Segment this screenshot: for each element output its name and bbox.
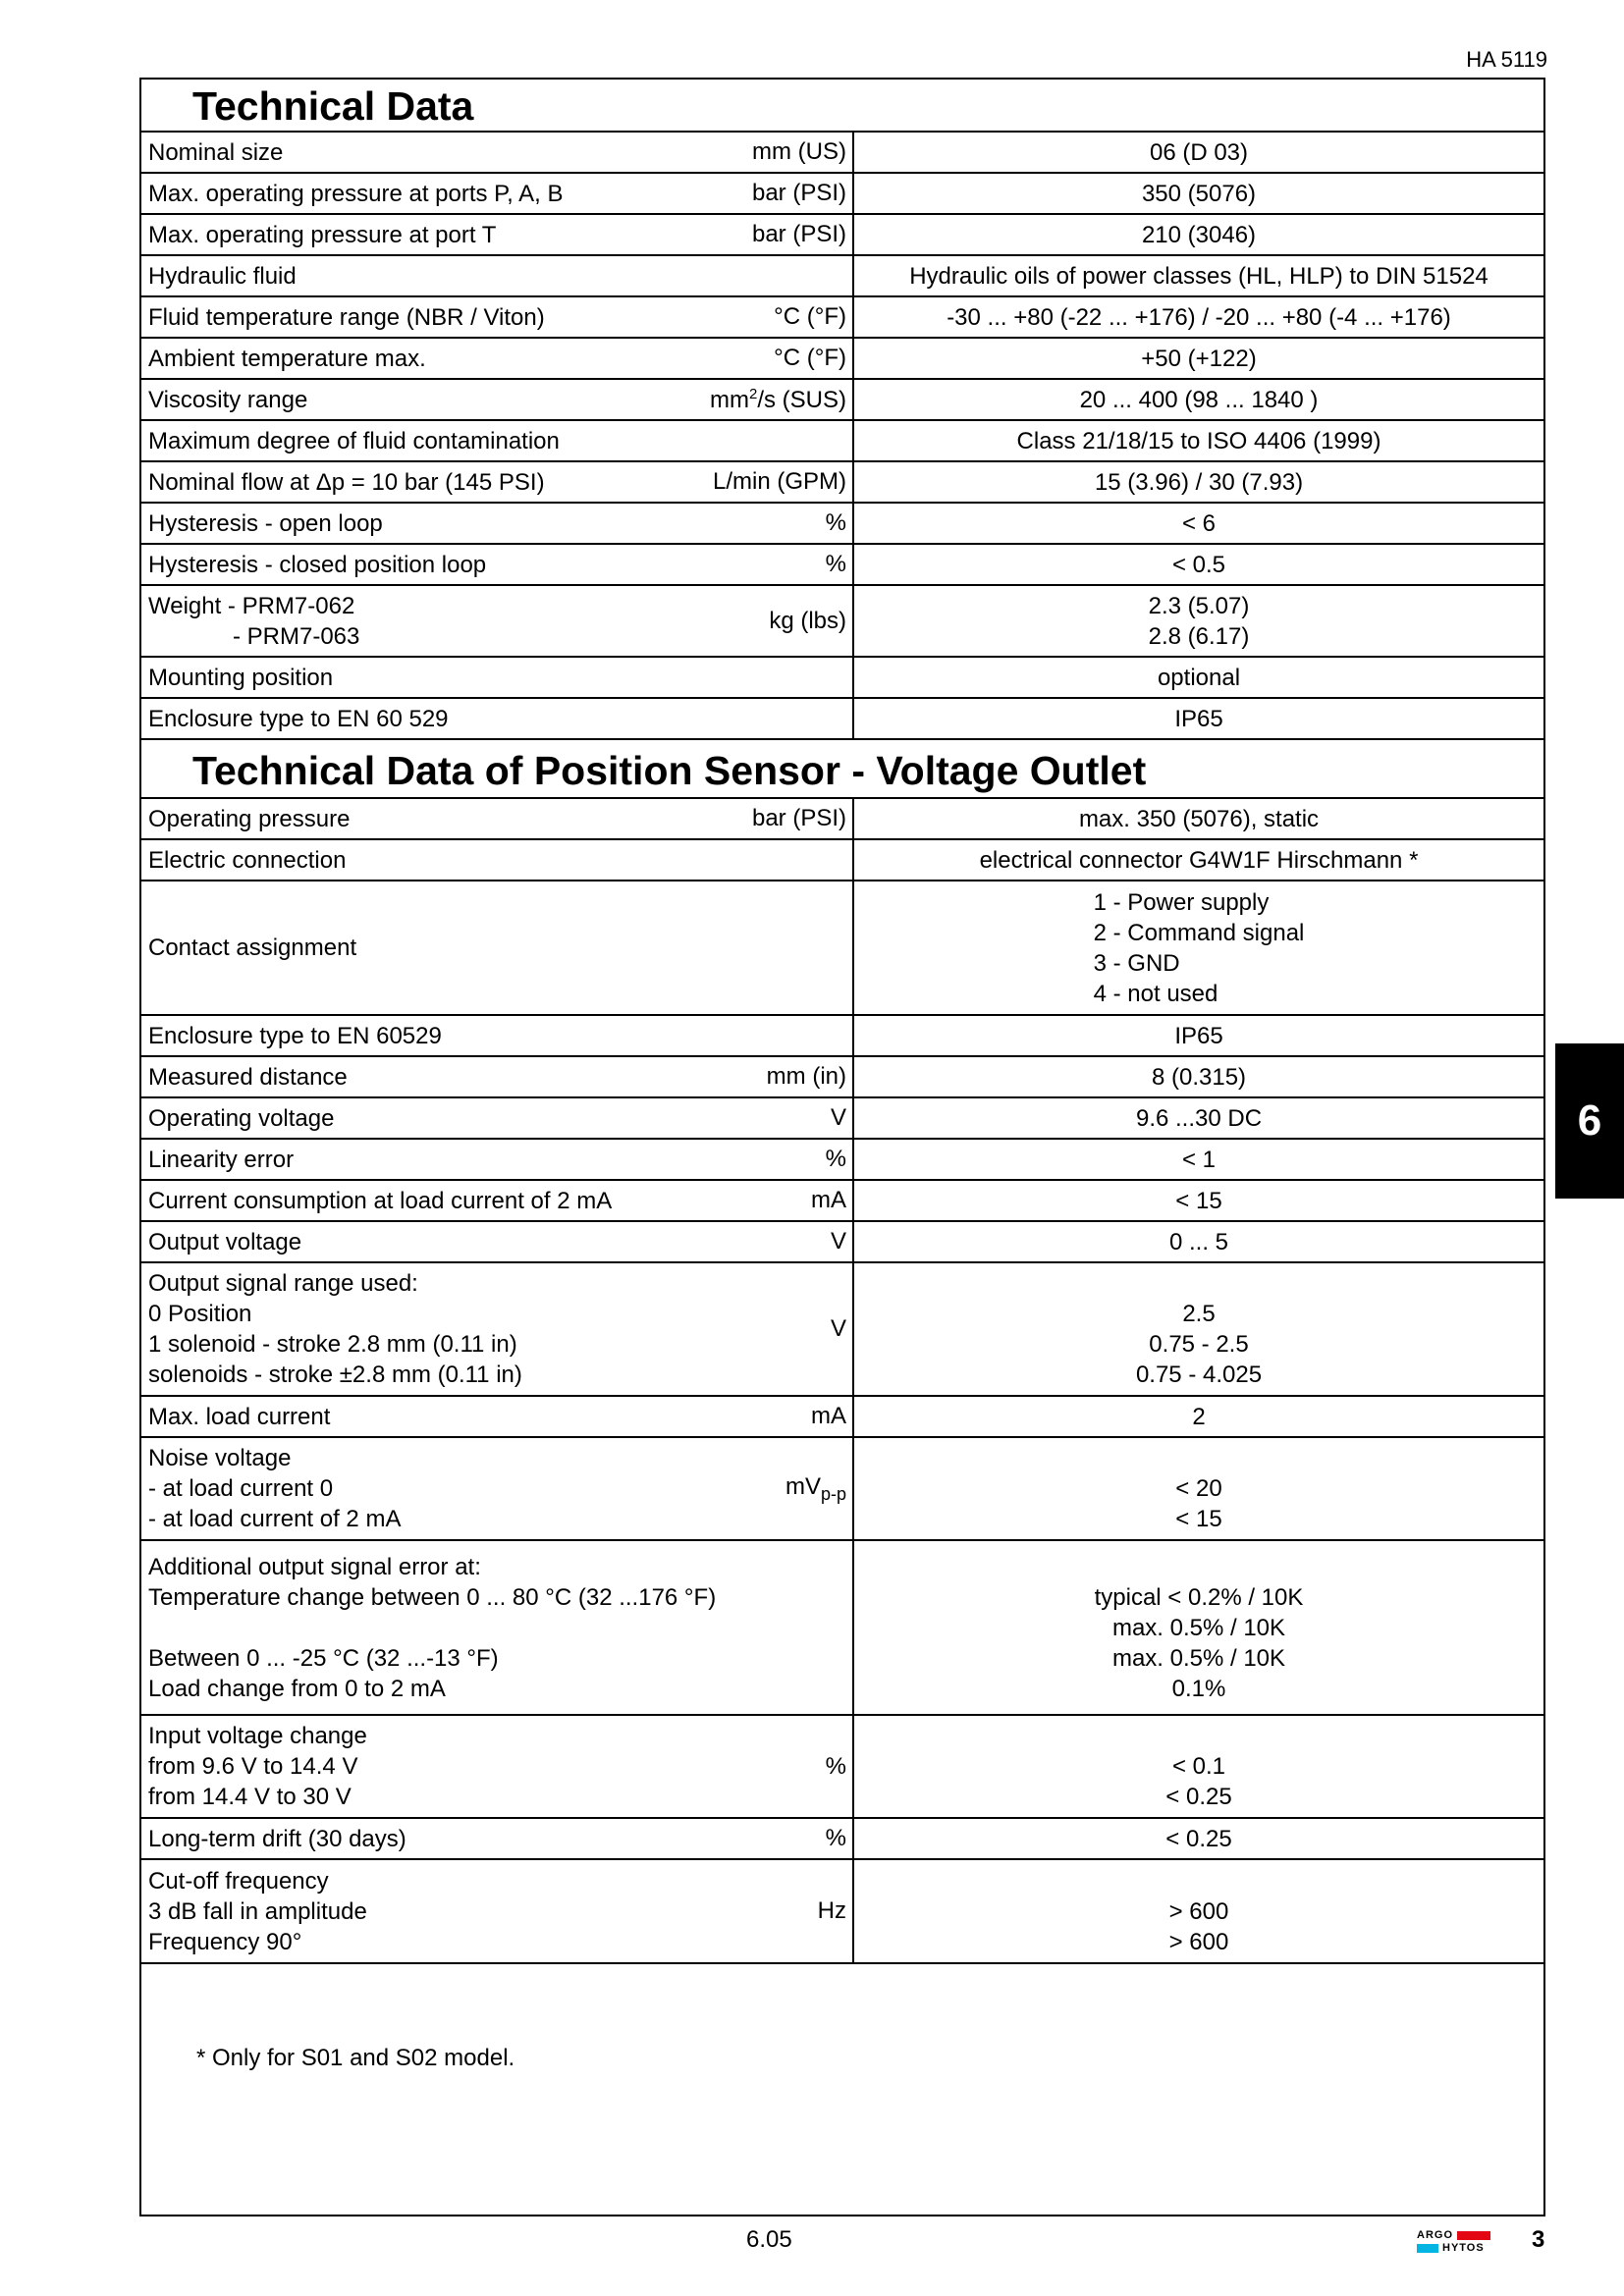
table-row xyxy=(141,256,1543,297)
row-unit: mm (US) xyxy=(752,138,846,165)
argo-hytos-logo xyxy=(1417,2229,1497,2255)
row-label: Max. operating pressure at port T xyxy=(148,221,497,248)
row-label: Weight - PRM7-062 - PRM7-063 xyxy=(148,592,360,650)
row-value: 210 (3046) xyxy=(1141,221,1257,248)
row-value: IP65 xyxy=(1174,1022,1223,1049)
row-value: 06 (D 03) xyxy=(1149,138,1249,166)
table-row xyxy=(141,1819,1543,1860)
row-label: Measured distance xyxy=(148,1063,348,1091)
row-value: 2 xyxy=(1192,1403,1206,1430)
row-label: Linearity error xyxy=(148,1146,295,1173)
table-row xyxy=(141,1263,1543,1397)
row-label: Hysteresis - open loop xyxy=(148,509,383,537)
chapter-tab-marker: 6 xyxy=(1555,1043,1624,1199)
table-row xyxy=(141,380,1543,421)
row-value: 2.3 (5.07) 2.8 (6.17) xyxy=(1148,592,1250,650)
row-unit: % xyxy=(825,1825,846,1851)
row-label: Operating voltage xyxy=(148,1104,335,1132)
row-label: Cut-off frequency 3 dB fall in amplitude Frequency 90° xyxy=(148,1867,367,1955)
row-value: IP65 xyxy=(1174,705,1223,732)
page-date: 6.05 xyxy=(746,2226,792,2253)
row-value: < 0.1 < 0.25 xyxy=(1165,1753,1232,1810)
row-label: Electric connection xyxy=(148,846,347,874)
row-label: Enclosure type to EN 60529 xyxy=(148,1022,442,1049)
row-label: Additional output signal error at: Temperature change between 0 ... 80 °C (32 ...176 °F) Between 0 ... -25 °C (32 ...-13 °F) Load change from 0 to 2 mA xyxy=(148,1553,717,1702)
row-unit: $mm^2/s$ (SUS) xyxy=(710,385,846,413)
row-unit: bar (PSI) xyxy=(751,805,846,831)
table-row xyxy=(141,799,1543,840)
row-value: < 1 xyxy=(1181,1146,1217,1173)
row-label: Contact assignment xyxy=(148,934,357,961)
row-label: Maximum degree of fluid contamination xyxy=(148,427,560,454)
row-unit: bar (PSI) xyxy=(751,180,846,206)
row-value: > 600 > 600 xyxy=(1168,1897,1229,1955)
row-value: Class 21/18/15 to ISO 4406 (1999) xyxy=(1016,427,1381,454)
row-value: < 0.25 xyxy=(1165,1825,1232,1852)
table-row xyxy=(141,421,1543,462)
row-unit: % xyxy=(825,1752,846,1780)
row-value: 350 (5076) xyxy=(1141,180,1257,207)
row-label: Output voltage xyxy=(148,1228,302,1255)
table-row xyxy=(141,545,1543,586)
table-row xyxy=(141,658,1543,699)
row-label: Max. load current xyxy=(148,1403,331,1430)
table-row xyxy=(141,215,1543,256)
row-unit: kg (lbs) xyxy=(769,607,846,634)
row-label: Enclosure type to EN 60 529 xyxy=(148,705,449,732)
row-label: Current consumption at load current of 2 mA xyxy=(148,1187,613,1214)
row-unit: % xyxy=(825,509,846,536)
row-unit: V xyxy=(830,1104,846,1131)
table-row xyxy=(141,1541,1543,1716)
row-label: Viscosity range xyxy=(148,386,308,413)
row-unit: % xyxy=(825,1146,846,1172)
row-label: Nominal size xyxy=(148,138,284,166)
row-value: optional xyxy=(1157,664,1241,691)
row-value: Hydraulic oils of power classes (HL, HLP) to DIN 51524 xyxy=(909,262,1489,290)
row-value: -30 ... +80 (-22 ... +176) / -20 ... +80 (-4 ... +176) xyxy=(947,303,1451,331)
row-unit: °C (°F) xyxy=(774,303,846,330)
row-label: Input voltage change from 9.6 V to 14.4 V from 14.4 V to 30 V xyxy=(148,1723,367,1810)
row-value: < 20 < 15 xyxy=(1175,1475,1222,1532)
row-unit: V xyxy=(830,1228,846,1255)
row-unit: % xyxy=(825,551,846,577)
row-unit: V xyxy=(830,1315,846,1342)
table-row xyxy=(141,174,1543,215)
row-value: +50 (+122) xyxy=(1141,345,1257,372)
section-title: Technical Data of Position Sensor - Voltage Outlet xyxy=(141,738,1543,799)
row-value: 0 ... 5 xyxy=(1168,1228,1229,1255)
page-number: 3 xyxy=(1532,2226,1545,2253)
table-row xyxy=(141,504,1543,545)
logo-red-bar xyxy=(1457,2231,1490,2240)
row-label: Fluid temperature range (NBR / Viton) xyxy=(148,303,545,331)
row-unit: bar (PSI) xyxy=(751,221,846,247)
row-value: < 0.5 xyxy=(1171,551,1226,578)
table-row xyxy=(141,699,1543,738)
table-row xyxy=(141,462,1543,504)
row-value: 20 ... 400 (98 ... 1840 ) xyxy=(1079,386,1319,413)
row-unit: °C (°F) xyxy=(774,345,846,371)
row-unit: mA xyxy=(811,1187,846,1213)
table-row xyxy=(141,1098,1543,1140)
row-unit: mA xyxy=(811,1403,846,1429)
section-title: Technical Data xyxy=(141,80,1543,133)
row-value: 8 (0.315) xyxy=(1151,1063,1247,1091)
table-row xyxy=(141,1057,1543,1098)
logo-text-top: ARGO xyxy=(1417,2229,1453,2241)
table-row xyxy=(141,1397,1543,1438)
table-row xyxy=(141,1181,1543,1222)
row-unit: L/min (GPM) xyxy=(712,468,846,495)
row-value: 1 - Power supply 2 - Command signal 3 - GND 4 - not used xyxy=(1093,888,1305,1007)
row-value: electrical connector G4W1F Hirschmann * xyxy=(979,846,1419,874)
row-value: 9.6 ...30 DC xyxy=(1135,1104,1263,1132)
row-value: 2.5 0.75 - 2.5 0.75 - 4.025 xyxy=(1135,1301,1263,1388)
table-row xyxy=(141,586,1543,658)
row-label: Ambient temperature max. xyxy=(148,345,426,372)
row-value: < 15 xyxy=(1175,1187,1222,1214)
row-label: Noise voltage - at load current 0 - at load current of 2 mA xyxy=(148,1445,402,1532)
table-row xyxy=(141,840,1543,881)
row-value: typical < 0.2% / 10K max. 0.5% / 10K max. 0.5% / 10K 0.1% xyxy=(1094,1583,1304,1702)
row-value: 15 (3.96) / 30 (7.93) xyxy=(1094,468,1304,496)
row-unit: mm (in) xyxy=(766,1063,846,1090)
table-row xyxy=(141,1438,1543,1541)
technical-data-frame xyxy=(139,78,1545,2216)
table-row xyxy=(141,297,1543,339)
row-label: Mounting position xyxy=(148,664,334,691)
table-row xyxy=(141,1016,1543,1057)
table-row xyxy=(141,1140,1543,1181)
row-value: max. 350 (5076), static xyxy=(1078,805,1320,832)
row-label: Max. operating pressure at ports P, A, B xyxy=(148,180,564,207)
row-unit: Hz xyxy=(817,1897,846,1924)
table-row xyxy=(141,1860,1543,1964)
row-label: Long-term drift (30 days) xyxy=(148,1825,406,1852)
table-row xyxy=(141,133,1543,174)
logo-blue-bar xyxy=(1417,2244,1438,2253)
table-row xyxy=(141,1222,1543,1263)
footnote: * Only for S01 and S02 model. xyxy=(196,2045,515,2071)
row-label: Operating pressure xyxy=(148,805,351,832)
table-row xyxy=(141,339,1543,380)
row-label: Hysteresis - closed position loop xyxy=(148,551,487,578)
row-value: < 6 xyxy=(1181,509,1217,537)
table-row xyxy=(141,881,1543,1016)
logo-text-bottom: HYTOS xyxy=(1442,2242,1485,2254)
row-label: Output signal range used: 0 Position 1 solenoid - stroke 2.8 mm (0.11 in) solenoids - stroke ±2.8 mm (0.11 in) xyxy=(148,1270,522,1388)
table-row xyxy=(141,1716,1543,1819)
row-label: Nominal flow at Δp = 10 bar (145 PSI) xyxy=(148,468,545,496)
row-unit: $mV_{p-p}$ xyxy=(785,1472,846,1504)
document-code: HA 5119 xyxy=(1466,47,1547,72)
row-label: Hydraulic fluid xyxy=(148,262,297,290)
